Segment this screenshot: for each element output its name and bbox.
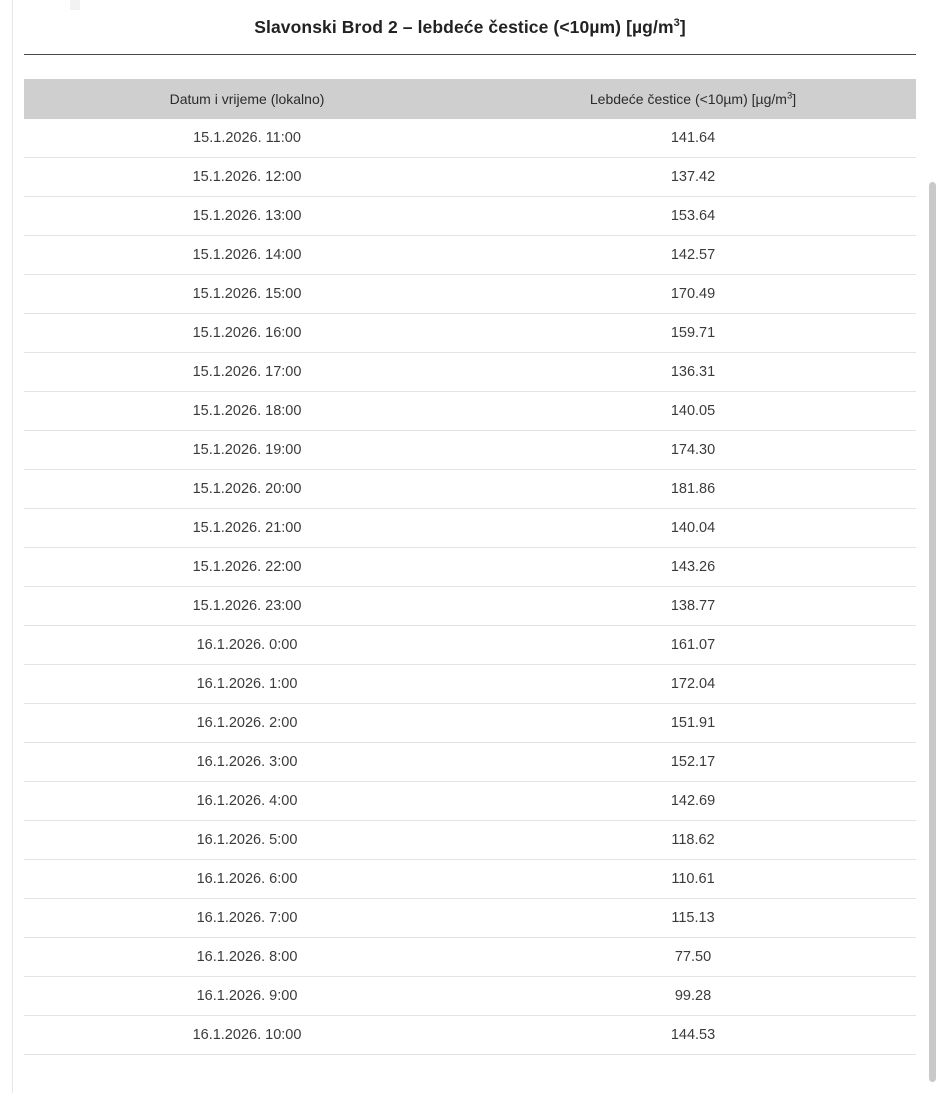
cell-value: 174.30	[470, 431, 916, 470]
cell-datetime: 15.1.2026. 17:00	[24, 353, 470, 392]
column-header-value	[470, 79, 916, 119]
column-header-value-exponent: 3	[786, 90, 793, 102]
cell-value: 77.50	[470, 938, 916, 977]
table-row	[24, 431, 916, 470]
cell-value: 138.77	[470, 587, 916, 626]
measurements-table	[24, 79, 916, 1055]
page-title-exponent: 3	[673, 17, 680, 30]
cell-value: 137.42	[470, 158, 916, 197]
cell-datetime: 15.1.2026. 18:00	[24, 392, 470, 431]
cell-datetime: 16.1.2026. 6:00	[24, 860, 470, 899]
table-header-row	[24, 79, 916, 119]
cell-datetime: 15.1.2026. 12:00	[24, 158, 470, 197]
table-row	[24, 392, 916, 431]
page-title-text: Slavonski Brod 2 – lebdeće čestice (<10µm) [µg/m	[254, 17, 674, 37]
column-header-value-text: Lebdeće čestice (<10µm) [µg/m	[589, 91, 787, 107]
column-header-datetime: Datum i vrijeme (lokalno)	[24, 79, 470, 119]
cell-datetime: 15.1.2026. 11:00	[24, 119, 470, 158]
table-row	[24, 275, 916, 314]
table-row	[24, 743, 916, 782]
table-header	[24, 79, 916, 119]
table-row	[24, 587, 916, 626]
table-row	[24, 470, 916, 509]
cell-datetime: 15.1.2026. 23:00	[24, 587, 470, 626]
cell-value: 136.31	[470, 353, 916, 392]
cell-value: 144.53	[470, 1016, 916, 1055]
cell-value: 118.62	[470, 821, 916, 860]
title-divider	[24, 54, 916, 55]
cell-datetime: 16.1.2026. 0:00	[24, 626, 470, 665]
cell-datetime: 16.1.2026. 3:00	[24, 743, 470, 782]
table-row	[24, 860, 916, 899]
cell-datetime: 15.1.2026. 21:00	[24, 509, 470, 548]
cell-datetime: 16.1.2026. 9:00	[24, 977, 470, 1016]
cell-value: 161.07	[470, 626, 916, 665]
cell-value: 152.17	[470, 743, 916, 782]
table-body	[24, 119, 916, 1055]
cell-value: 153.64	[470, 197, 916, 236]
table-row	[24, 704, 916, 743]
cell-datetime: 16.1.2026. 7:00	[24, 899, 470, 938]
table-row	[24, 938, 916, 977]
cell-datetime: 15.1.2026. 22:00	[24, 548, 470, 587]
cell-datetime: 15.1.2026. 14:00	[24, 236, 470, 275]
cell-value: 140.04	[470, 509, 916, 548]
cell-datetime: 15.1.2026. 13:00	[24, 197, 470, 236]
table-row	[24, 782, 916, 821]
cell-value: 115.13	[470, 899, 916, 938]
bottom-edge	[12, 1093, 928, 1099]
cell-value: 181.86	[470, 470, 916, 509]
table-row	[24, 548, 916, 587]
content-area	[12, 0, 928, 1099]
table-row	[24, 1016, 916, 1055]
cell-datetime: 16.1.2026. 10:00	[24, 1016, 470, 1055]
table-row	[24, 626, 916, 665]
table-row	[24, 665, 916, 704]
cell-datetime: 16.1.2026. 1:00	[24, 665, 470, 704]
page-title-tail: ]	[679, 17, 686, 37]
cell-datetime: 15.1.2026. 15:00	[24, 275, 470, 314]
table-row	[24, 197, 916, 236]
table-row	[24, 158, 916, 197]
page-title	[12, 0, 928, 54]
cell-value: 143.26	[470, 548, 916, 587]
cell-value: 99.28	[470, 977, 916, 1016]
cell-value: 159.71	[470, 314, 916, 353]
cell-datetime: 16.1.2026. 5:00	[24, 821, 470, 860]
cell-value: 142.69	[470, 782, 916, 821]
cell-datetime: 15.1.2026. 16:00	[24, 314, 470, 353]
cell-datetime: 16.1.2026. 2:00	[24, 704, 470, 743]
table-row	[24, 899, 916, 938]
cell-datetime: 15.1.2026. 20:00	[24, 470, 470, 509]
table-row	[24, 509, 916, 548]
table-row	[24, 353, 916, 392]
table-row	[24, 119, 916, 158]
cell-value: 142.57	[470, 236, 916, 275]
cell-value: 141.64	[470, 119, 916, 158]
cell-datetime: 15.1.2026. 19:00	[24, 431, 470, 470]
table-row	[24, 236, 916, 275]
cell-value: 172.04	[470, 665, 916, 704]
table-row	[24, 977, 916, 1016]
table-row	[24, 821, 916, 860]
cell-value: 140.05	[470, 392, 916, 431]
cell-value: 151.91	[470, 704, 916, 743]
column-header-value-tail: ]	[792, 91, 797, 107]
cell-datetime: 16.1.2026. 8:00	[24, 938, 470, 977]
cell-value: 110.61	[470, 860, 916, 899]
scrollbar-thumb[interactable]	[929, 182, 936, 1082]
cell-value: 170.49	[470, 275, 916, 314]
table-row	[24, 314, 916, 353]
cell-datetime: 16.1.2026. 4:00	[24, 782, 470, 821]
scrollbar-track[interactable]	[930, 0, 938, 1099]
